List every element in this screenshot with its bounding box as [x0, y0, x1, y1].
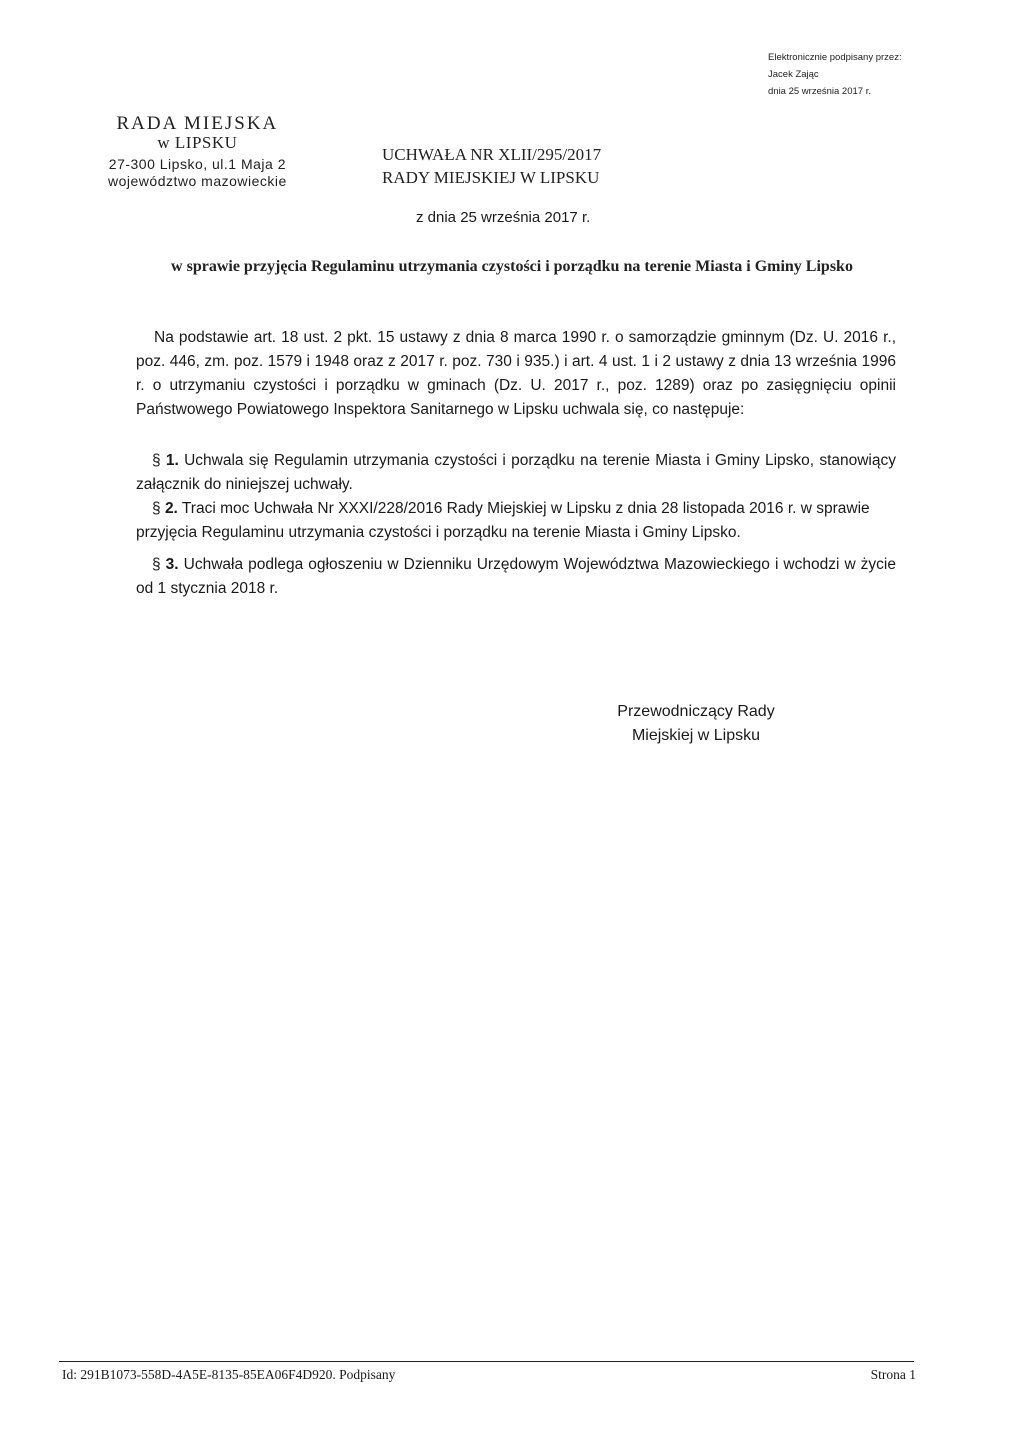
chair-line-2: Miejskiej w Lipsku — [631, 727, 761, 744]
electronic-signature-note — [768, 49, 902, 100]
section-text-2: Traci moc Uchwała Nr XXXI/228/2016 Rady Miejskiej w Lipsku z dnia 28 listopada 2016 r. w sprawie przyjęcia Regulaminu utrzymania czystości i porządku na terenie Miasta i Gminy Lipsko. — [136, 500, 870, 541]
stamp-line-2: w LIPSKU — [157, 133, 238, 152]
section-number-1: 1. — [165, 452, 179, 469]
signature-line-3: dnia 25 września 2017 r. — [768, 86, 871, 97]
resolution-title: UCHWAŁA NR XLII/295/2017 — [382, 145, 602, 164]
section-symbol-3: § — [152, 556, 161, 573]
paragraph-1 — [136, 449, 896, 497]
council-stamp — [108, 114, 287, 189]
chair-line-1: Przewodniczący Rady — [617, 703, 775, 720]
signature-line-2: Jacek Zając — [768, 69, 819, 80]
stamp-line-3: 27-300 Lipsko, ul.1 Maja 2 — [108, 156, 286, 172]
chairman-signature-block — [560, 700, 832, 748]
section-number-2: 2. — [164, 500, 178, 517]
intro-text: Na podstawie art. 18 ust. 2 pkt. 15 ustawy z dnia 8 marca 1990 r. o samorządzie gminnym (Dz. U. 2016 r., poz. 446, zm. poz. 1579 i 1948 oraz z 2017 r. poz. 730 i 935.) i art. 4 ust. 1 i 2 ustawy z dnia 13 września 1996 r. o utrzymaniu czystości i porządku w gminach (Dz. U. 2017 r., poz. 1289) oraz po zasięgnięciu opinii Państwowego Powiatowego Inspektora Sanitarnego w Lipsku uchwala się, co następuje: — [136, 329, 896, 418]
resolution-header — [382, 143, 601, 189]
stamp-line-4: województwo mazowieckie — [108, 173, 287, 189]
section-number-3: 3. — [165, 556, 179, 573]
paragraph-2 — [136, 497, 896, 545]
section-text-3: Uchwała podlega ogłoszeniu w Dzienniku Urzędowym Województwa Mazowieckiego i wchodzi w życie od 1 stycznia 2018 r. — [136, 556, 896, 597]
section-text-1: Uchwala się Regulamin utrzymania czystości i porządku na terenie Miasta i Gminy Lipsko, stanowiący załącznik do niniejszej uchwały. — [136, 452, 896, 493]
page-number: Strona 1 — [870, 1367, 916, 1382]
stamp-line-1: RADA MIEJSKA — [116, 113, 279, 134]
footer-divider — [59, 1361, 914, 1362]
section-symbol-1: § — [152, 452, 161, 469]
section-symbol-2: § — [152, 500, 161, 517]
resolution-subject: w sprawie przyjęcia Regulaminu utrzymania czystości i porządku na terenie Miasta i Gminy Lipsko — [171, 258, 853, 275]
legal-basis-intro — [136, 326, 896, 422]
resolution-issuer: RADY MIEJSKIEJ W LIPSKU — [382, 168, 600, 187]
signature-line-1: Elektronicznie podpisany przez: — [768, 52, 902, 63]
resolution-date: z dnia 25 września 2017 r. — [416, 209, 591, 226]
paragraph-3 — [136, 553, 896, 601]
document-id: Id: 291B1073-558D-4A5E-8135-85EA06F4D920. Podpisany — [62, 1367, 396, 1382]
